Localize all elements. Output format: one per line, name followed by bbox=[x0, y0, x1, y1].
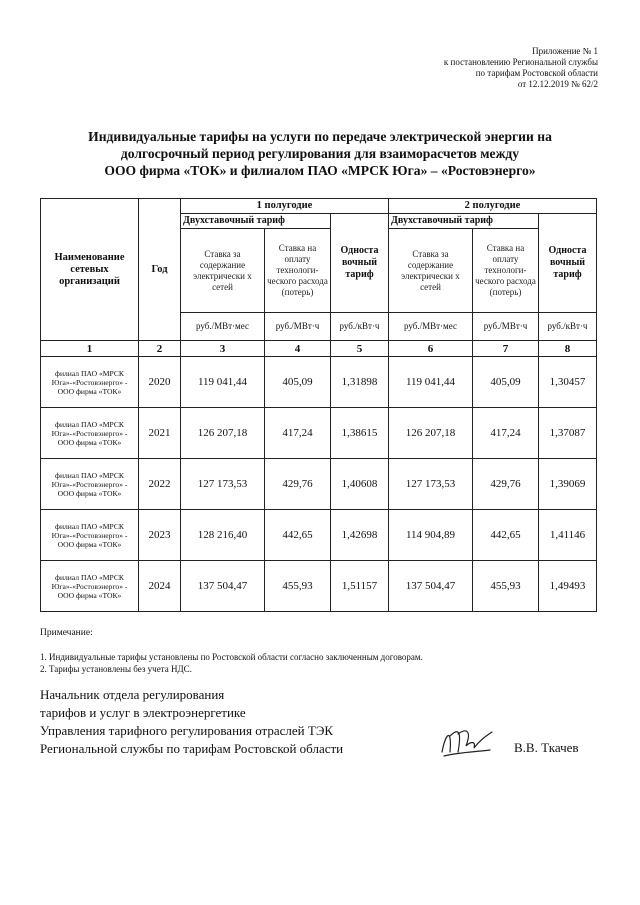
column-number: 7 bbox=[473, 341, 539, 357]
column-number: 6 bbox=[389, 341, 473, 357]
column-number: 5 bbox=[331, 341, 389, 357]
table-row bbox=[41, 561, 597, 612]
single-rate-1-cell: 1,51157 bbox=[331, 561, 389, 612]
signatory-position bbox=[40, 686, 343, 758]
header-half-1: 1 полугодие bbox=[181, 199, 389, 214]
header-half-2: 2 полугодие bbox=[389, 199, 597, 214]
header-rate-loss-1: Ставка на оплату технологи-ческого расхода (потерь) bbox=[265, 229, 331, 313]
unit-mw-month-2: руб./МВт·мес bbox=[389, 313, 473, 341]
column-number: 8 bbox=[539, 341, 597, 357]
org-name: филиал ПАО «МРСК Юга»-«Ростовэнерго» - ООО фирма «ТОК» bbox=[41, 408, 139, 459]
rate-loss-2-cell: 442,65 bbox=[473, 510, 539, 561]
title-line: Индивидуальные тарифы на услуги по передаче электрической энергии на bbox=[88, 129, 552, 144]
table-row bbox=[41, 459, 597, 510]
appendix-line: по тарифам Ростовской области bbox=[475, 68, 598, 78]
rate-maint-2-cell: 119 041,44 bbox=[389, 357, 473, 408]
org-name: филиал ПАО «МРСК Юга»-«Ростовэнерго» - ООО фирма «ТОК» bbox=[41, 459, 139, 510]
single-rate-1-cell: 1,42698 bbox=[331, 510, 389, 561]
year-cell: 2023 bbox=[139, 510, 181, 561]
single-rate-1-cell: 1,38615 bbox=[331, 408, 389, 459]
appendix-line: Приложение № 1 bbox=[532, 46, 598, 56]
single-rate-1-cell: 1,40608 bbox=[331, 459, 389, 510]
note-item: 2. Тарифы установлены без учета НДС. bbox=[40, 664, 192, 674]
header-single-rate-2: Односта вочный тариф bbox=[539, 214, 597, 313]
column-number: 4 bbox=[265, 341, 331, 357]
unit-kwh-1: руб./кВт·ч bbox=[331, 313, 389, 341]
rate-maint-2-cell: 137 504,47 bbox=[389, 561, 473, 612]
header-rate-maint-2: Ставка за содержание электрически х сетей bbox=[389, 229, 473, 313]
note-item: 1. Индивидуальные тарифы установлены по Ростовской области согласно заключенным договорам. bbox=[40, 652, 423, 662]
rate-loss-2-cell: 417,24 bbox=[473, 408, 539, 459]
rate-loss-1-cell: 405,09 bbox=[265, 357, 331, 408]
header-year: Год bbox=[139, 199, 181, 341]
rate-maint-2-cell: 126 207,18 bbox=[389, 408, 473, 459]
table-row bbox=[41, 357, 597, 408]
appendix-line: от 12.12.2019 № 62/2 bbox=[517, 79, 598, 89]
unit-mwh-1: руб./МВт·ч bbox=[265, 313, 331, 341]
header-two-rate-2: Двухставочный тариф bbox=[389, 214, 539, 229]
signatory-line: Управления тарифного регулирования отраслей ТЭК bbox=[40, 723, 334, 738]
header-two-rate-1: Двухставочный тариф bbox=[181, 214, 331, 229]
table-row bbox=[41, 510, 597, 561]
column-number: 2 bbox=[139, 341, 181, 357]
rate-loss-1-cell: 429,76 bbox=[265, 459, 331, 510]
rate-maint-2-cell: 127 173,53 bbox=[389, 459, 473, 510]
unit-mw-month-1: руб./МВт·мес bbox=[181, 313, 265, 341]
header-org: Наименование сетевых организаций bbox=[41, 199, 139, 341]
rate-loss-1-cell: 417,24 bbox=[265, 408, 331, 459]
column-number: 3 bbox=[181, 341, 265, 357]
single-rate-2-cell: 1,37087 bbox=[539, 408, 597, 459]
notes-title: Примечание: bbox=[40, 628, 93, 638]
single-rate-2-cell: 1,39069 bbox=[539, 459, 597, 510]
signatory-line: тарифов и услуг в электроэнергетике bbox=[40, 705, 246, 720]
year-cell: 2024 bbox=[139, 561, 181, 612]
signatory-line: Начальник отдела регулирования bbox=[40, 687, 225, 702]
rate-maint-1-cell: 119 041,44 bbox=[181, 357, 265, 408]
header-rate-maint-1: Ставка за содержание электрически х сетей bbox=[181, 229, 265, 313]
table-row bbox=[41, 408, 597, 459]
appendix-header bbox=[358, 46, 598, 90]
signatory-name: В.В. Ткачев bbox=[514, 740, 579, 755]
column-number: 1 bbox=[41, 341, 139, 357]
rate-loss-2-cell: 455,93 bbox=[473, 561, 539, 612]
appendix-line: к постановлению Региональной службы bbox=[443, 57, 598, 67]
single-rate-2-cell: 1,49493 bbox=[539, 561, 597, 612]
year-cell: 2022 bbox=[139, 459, 181, 510]
unit-kwh-2: руб./кВт·ч bbox=[539, 313, 597, 341]
rate-maint-2-cell: 114 904,89 bbox=[389, 510, 473, 561]
signature-icon bbox=[436, 722, 496, 762]
year-cell: 2020 bbox=[139, 357, 181, 408]
rate-maint-1-cell: 128 216,40 bbox=[181, 510, 265, 561]
rate-loss-2-cell: 405,09 bbox=[473, 357, 539, 408]
title-line: ООО фирма «ТОК» и филиалом ПАО «МРСК Юга» – «Ростовэнерго» bbox=[104, 163, 536, 178]
rate-loss-1-cell: 455,93 bbox=[265, 561, 331, 612]
document-title bbox=[40, 128, 600, 179]
tariffs-table bbox=[40, 198, 597, 612]
single-rate-2-cell: 1,30457 bbox=[539, 357, 597, 408]
rate-maint-1-cell: 126 207,18 bbox=[181, 408, 265, 459]
header-rate-loss-2: Ставка на оплату технологи-ческого расхода (потерь) bbox=[473, 229, 539, 313]
year-cell: 2021 bbox=[139, 408, 181, 459]
single-rate-1-cell: 1,31898 bbox=[331, 357, 389, 408]
org-name: филиал ПАО «МРСК Юга»-«Ростовэнерго» - ООО фирма «ТОК» bbox=[41, 510, 139, 561]
title-line: долгосрочный период регулирования для взаиморасчетов между bbox=[120, 146, 520, 161]
column-number-row bbox=[41, 341, 597, 357]
rate-maint-1-cell: 127 173,53 bbox=[181, 459, 265, 510]
rate-loss-2-cell: 429,76 bbox=[473, 459, 539, 510]
unit-mwh-2: руб./МВт·ч bbox=[473, 313, 539, 341]
rate-maint-1-cell: 137 504,47 bbox=[181, 561, 265, 612]
single-rate-2-cell: 1,41146 bbox=[539, 510, 597, 561]
signatory-line: Региональной службы по тарифам Ростовской области bbox=[40, 741, 344, 756]
org-name: филиал ПАО «МРСК Юга»-«Ростовэнерго» - ООО фирма «ТОК» bbox=[41, 357, 139, 408]
rate-loss-1-cell: 442,65 bbox=[265, 510, 331, 561]
org-name: филиал ПАО «МРСК Юга»-«Ростовэнерго» - ООО фирма «ТОК» bbox=[41, 561, 139, 612]
header-single-rate-1: Односта вочный тариф bbox=[331, 214, 389, 313]
